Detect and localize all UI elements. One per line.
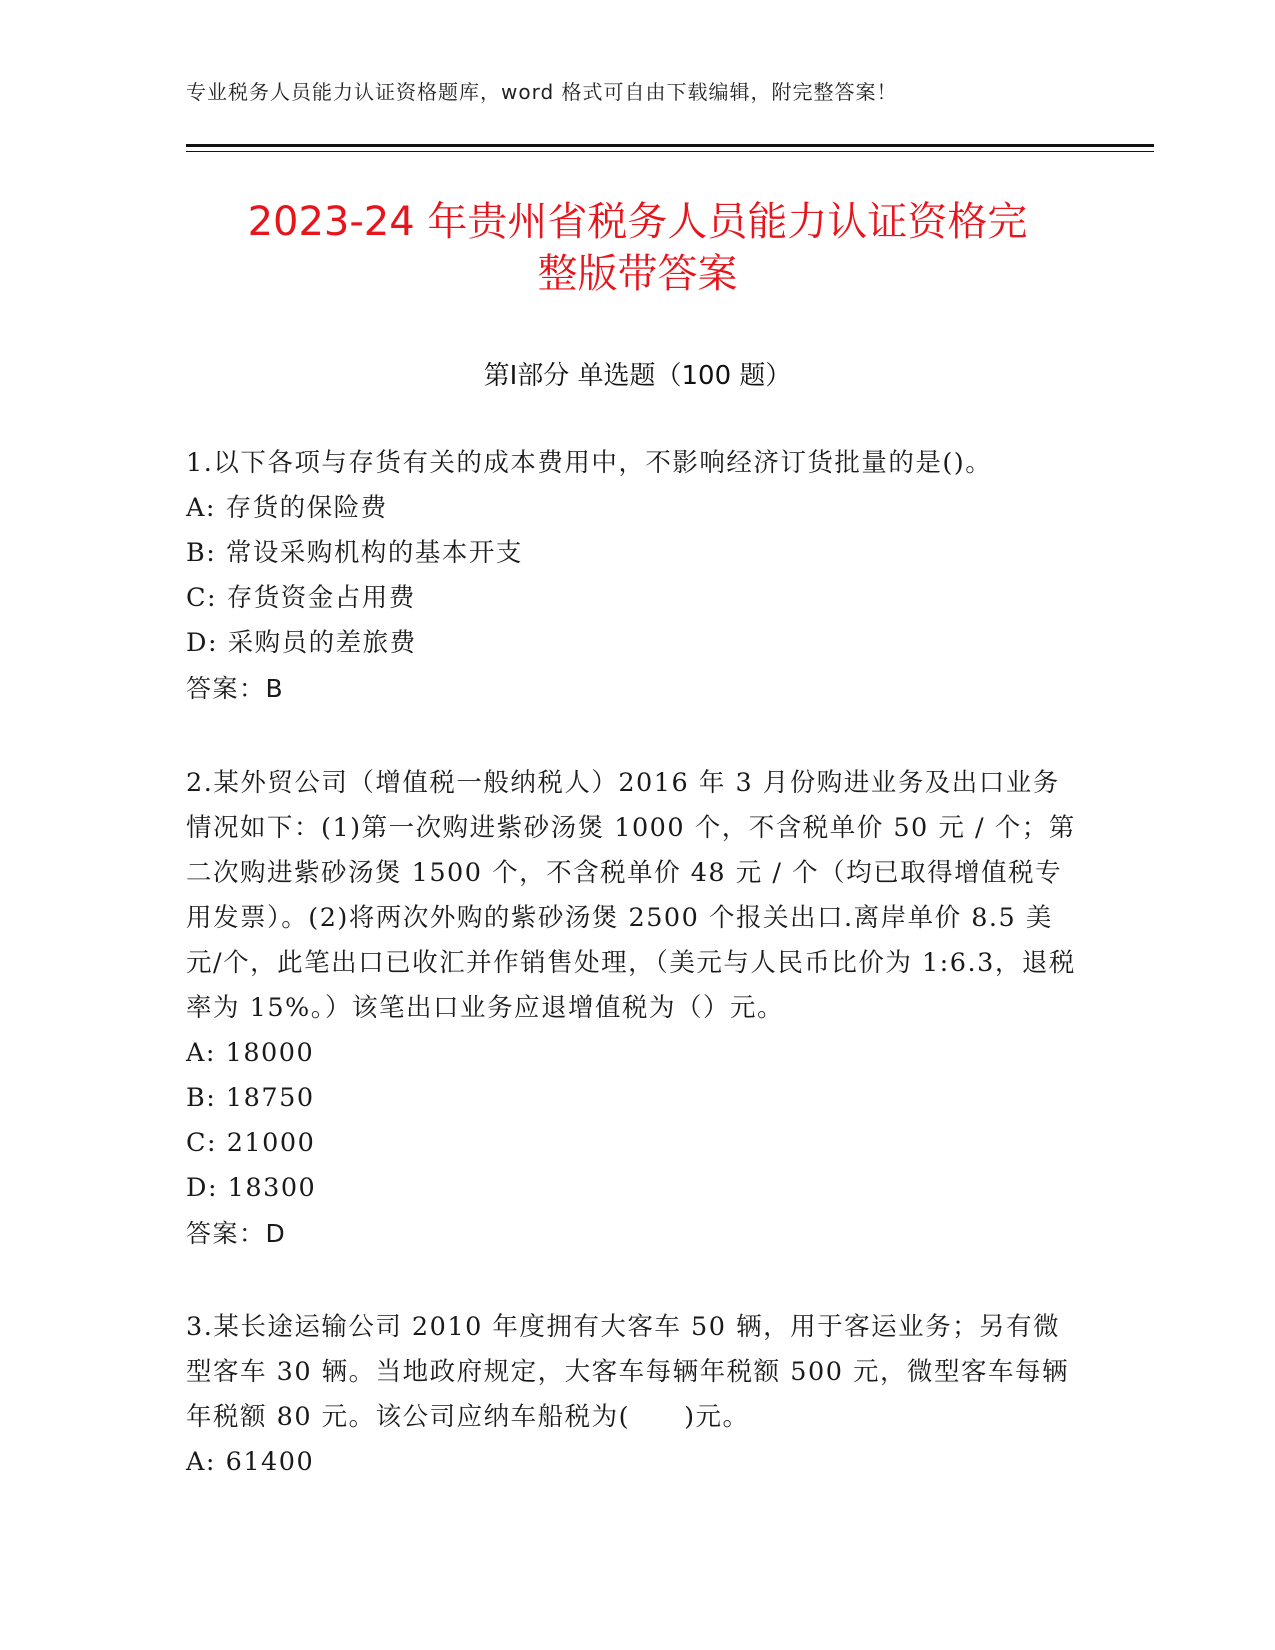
option-b: B: 18750	[186, 1083, 315, 1113]
title-line-1: 2023-24 年贵州省税务人员能力认证资格完	[247, 199, 1028, 245]
option-a: A: 18000	[186, 1038, 315, 1068]
document-title	[150, 196, 1125, 300]
question-1	[186, 441, 1076, 711]
option-d: D: 采购员的差旅费	[186, 628, 417, 658]
answer: 答案：D	[186, 1219, 287, 1248]
header-note: 专业税务人员能力认证资格题库，word 格式可自由下载编辑，附完整答案！	[186, 80, 898, 104]
option-b: B: 常设采购机构的基本开支	[186, 538, 523, 568]
option-c: C: 21000	[186, 1128, 316, 1158]
option-c: C: 存货资金占用费	[186, 583, 416, 613]
question-stem: 2.某外贸公司（增值税一般纳税人）2016 年 3 月份购进业务及出口业务情况如下：(1)第一次购进紫砂汤煲 1000 个，不含税单价 50 元 / 个；第二次购进紫砂汤煲 1500 个，不含税单价 48 元 / 个（均已取得增值税专用发票）。(2)将两次外购的紫砂汤煲 2500 个报关出口.离岸单价 8.5 美元/个，此笔出口已收汇并作销售处理，（美元与人民币比价为 1:6.3，退税率为 15%。）该笔出口业务应退增值税为（）元。	[186, 768, 1076, 1023]
option-d: D: 18300	[186, 1173, 317, 1203]
question-3	[186, 1305, 1076, 1485]
option-a: A: 存货的保险费	[186, 493, 388, 523]
question-2	[186, 761, 1076, 1256]
header-rule-thin	[186, 151, 1154, 152]
question-stem: 1.以下各项与存货有关的成本费用中，不影响经济订货批量的是()。	[186, 448, 993, 478]
answer: 答案：B	[186, 674, 285, 703]
title-line-2: 整版带答案	[537, 251, 738, 297]
header-rule-thick	[186, 144, 1154, 147]
question-stem: 3.某长途运输公司 2010 年度拥有大客车 50 辆，用于客运业务；另有微型客车 30 辆。当地政府规定，大客车每辆年税额 500 元，微型客车每辆年税额 80 元。该公司应纳车船税为( )元。	[186, 1312, 1070, 1432]
section-heading: 第Ⅰ部分 单选题（100 题）	[483, 361, 792, 391]
option-a: A: 61400	[186, 1447, 315, 1477]
